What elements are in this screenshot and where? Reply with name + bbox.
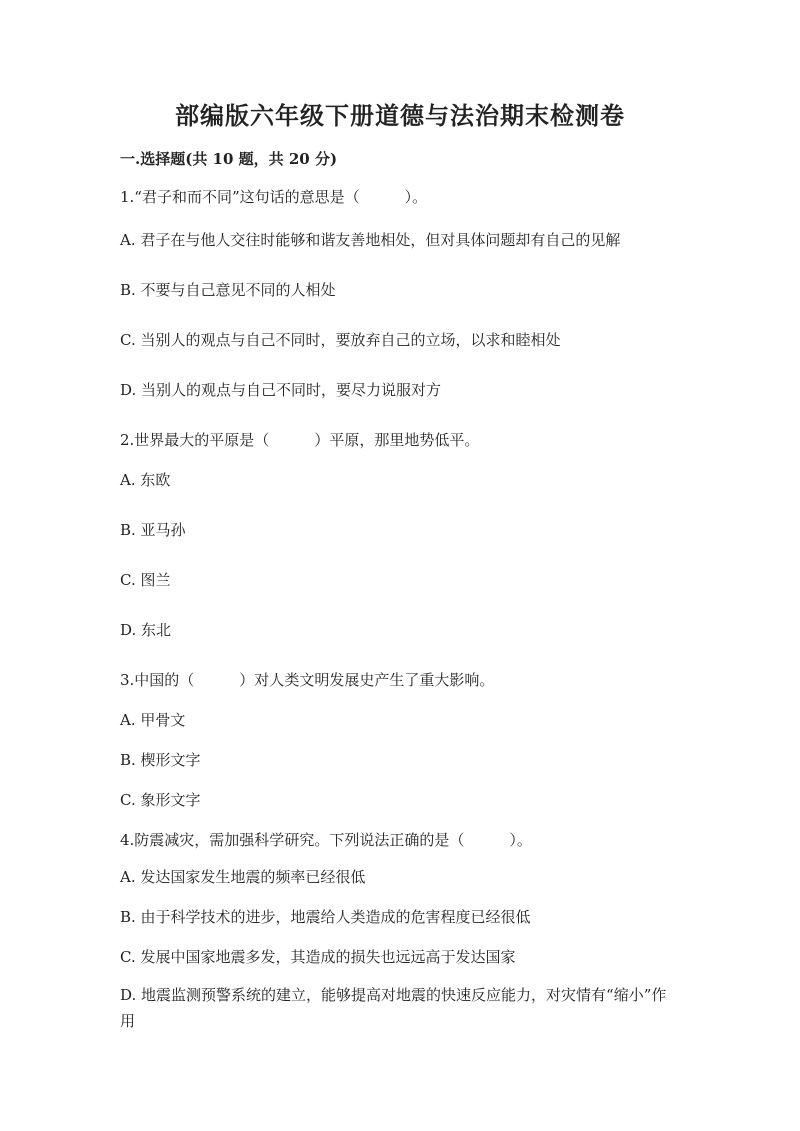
question-2-stem: 2.世界最大的平原是（ ）平原，那里地势低平。 <box>120 431 480 449</box>
question-2-option-d: D. 东北 <box>120 621 172 639</box>
question-3-option-c: C. 象形文字 <box>120 791 201 809</box>
section-heading: 一.选择题(共 10 题，共 20 分) <box>120 150 338 168</box>
question-1-stem: 1.“君子和而不同”这句话的意思是（ ）。 <box>120 188 428 206</box>
question-4-stem: 4.防震减灾，需加强科学研究。下列说法正确的是（ ）。 <box>120 831 532 849</box>
question-1-option-c: C. 当别人的观点与自己不同时，要放弃自己的立场，以求和睦相处 <box>120 331 561 349</box>
question-2-option-b: B. 亚马孙 <box>120 521 186 539</box>
question-1-option-a: A. 君子在与他人交往时能够和谐友善地相处，但对具体问题却有自己的见解 <box>120 231 621 249</box>
question-2-option-a: A. 东欧 <box>120 471 171 489</box>
question-2-option-c: C. 图兰 <box>120 571 171 589</box>
question-4-option-c: C. 发展中国家地震多发，其造成的损失也远远高于发达国家 <box>120 948 516 966</box>
question-3-option-a: A. 甲骨文 <box>120 711 186 729</box>
question-3-stem: 3.中国的（ ）对人类文明发展史产生了重大影响。 <box>120 671 495 689</box>
question-4-option-b: B. 由于科学技术的进步，地震给人类造成的危害程度已经很低 <box>120 908 531 926</box>
question-1-option-d: D. 当别人的观点与自己不同时，要尽力说服对方 <box>120 381 442 399</box>
question-4-option-a: A. 发达国家发生地震的频率已经很低 <box>120 868 366 886</box>
question-1-option-b: B. 不要与自己意见不同的人相处 <box>120 281 336 299</box>
question-3-option-b: B. 楔形文字 <box>120 751 201 769</box>
question-4-option-d: D. 地震监测预警系统的建立，能够提高对地震的快速反应能力，对灾情有“缩小”作用 <box>120 986 667 1030</box>
document-title: 部编版六年级下册道德与法治期末检测卷 <box>175 101 625 130</box>
